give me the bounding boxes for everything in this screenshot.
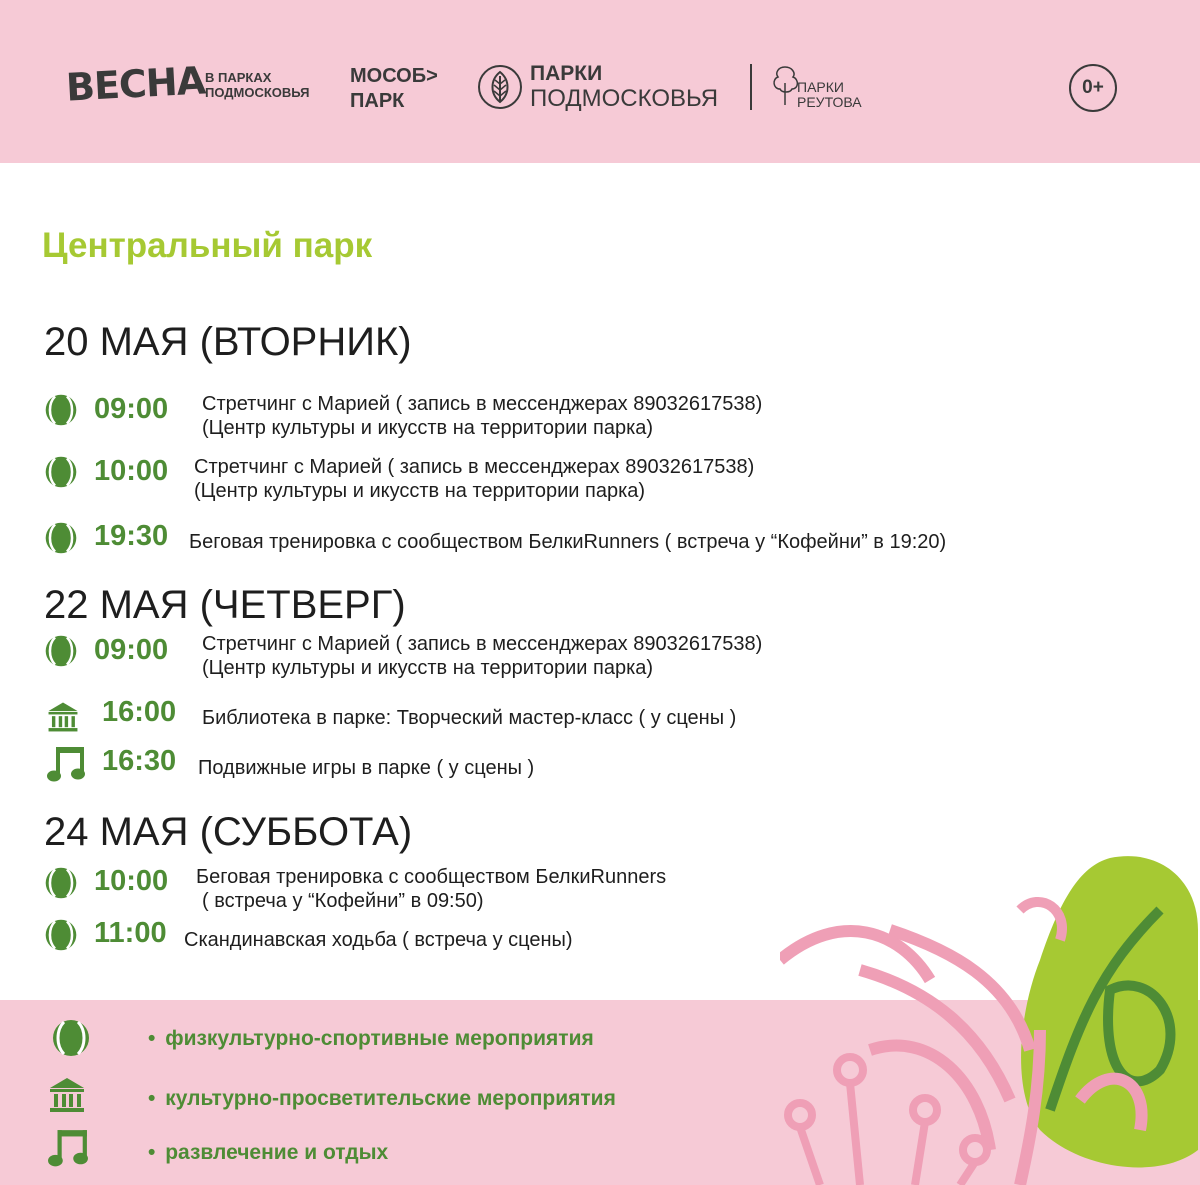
parki-line2: ПОДМОСКОВЬЯ — [530, 85, 719, 112]
parki-reutova-logo — [797, 80, 862, 110]
event-description — [194, 455, 754, 503]
event-desc-line1: Стретчинг с Марией ( запись в мессенджерах 89032617538) — [194, 456, 755, 478]
sport-ball-icon — [44, 918, 78, 952]
sport-ball-icon — [44, 634, 78, 668]
museum-icon — [46, 700, 80, 734]
event-time: 19:30 — [94, 520, 169, 552]
parki-podmoskovya-logo — [530, 62, 718, 112]
event-desc-line1: Беговая тренировка с сообществом БелкиRunners ( встреча у “Кофейни” в 19:20) — [189, 531, 947, 553]
museum-icon — [47, 1075, 87, 1115]
event-time: 10:00 — [94, 455, 169, 487]
music-note-icon — [44, 1127, 92, 1169]
legend-item-label: • физкультурно-спортивные мероприятия — [148, 1027, 594, 1051]
event-desc-line1: Скандинавская ходьба ( встреча у сцены) — [184, 929, 573, 951]
event-desc-line2: (Центр культуры и икусств на территории парка) — [194, 480, 646, 502]
event-description — [202, 392, 762, 440]
event-description — [202, 706, 736, 730]
event-time: 16:30 — [102, 745, 177, 777]
park-title: Центральный парк — [42, 226, 373, 265]
header-banner — [0, 0, 1200, 163]
event-desc-line1: Стретчинг с Марией ( запись в мессенджерах 89032617538) — [202, 633, 763, 655]
event-desc-line1: Стретчинг с Марией ( запись в мессенджерах 89032617538) — [202, 393, 763, 415]
vesna-sub-line1: В ПАРКАХ — [205, 70, 272, 85]
parki-line1: ПАРКИ — [530, 62, 603, 85]
sport-ball-icon — [44, 455, 78, 489]
sport-ball-icon — [44, 393, 78, 427]
age-rating-badge: 0+ — [1069, 64, 1117, 112]
event-time: 10:00 — [94, 865, 169, 897]
sport-ball-icon — [51, 1018, 91, 1058]
event-time: 11:00 — [94, 917, 167, 949]
leaf-circle-icon — [477, 64, 523, 110]
reutov-line2: РЕУТОВА — [797, 94, 862, 110]
event-desc-line1: Подвижные игры в парке ( у сцены ) — [198, 757, 535, 779]
event-description — [202, 632, 762, 680]
logo-divider — [750, 64, 752, 110]
legend-item-label: • развлечение и отдых — [148, 1141, 388, 1165]
music-note-icon — [44, 744, 88, 784]
flower-decoration — [780, 850, 1200, 1185]
sport-ball-icon — [44, 521, 78, 555]
event-description — [189, 530, 946, 554]
vesna-logo-subtitle — [205, 70, 310, 100]
event-desc-line1: Библиотека в парке: Творческий мастер-класс ( у сцены ) — [202, 707, 737, 729]
reutov-line1: ПАРКИ — [797, 79, 844, 95]
day-heading: 24 МАЯ (СУББОТА) — [44, 810, 413, 854]
event-desc-line1: Беговая тренировка с сообществом БелкиRunners — [196, 866, 667, 888]
event-description — [198, 756, 534, 780]
vesna-sub-line2: ПОДМОСКОВЬЯ — [205, 85, 310, 100]
event-time: 16:00 — [102, 696, 177, 728]
event-desc-line2: (Центр культуры и икусств на территории парка) — [202, 417, 654, 439]
sport-ball-icon — [44, 866, 78, 900]
event-desc-line2: (Центр культуры и икусств на территории парка) — [202, 657, 654, 679]
mosob-line2: ПАРК — [350, 90, 405, 112]
vesna-logo: ВЕСНА — [64, 58, 207, 110]
event-time: 09:00 — [94, 634, 169, 666]
event-description — [184, 928, 573, 952]
day-heading: 22 МАЯ (ЧЕТВЕРГ) — [44, 583, 406, 627]
legend-item-label: • культурно-просветительские мероприятия — [148, 1087, 616, 1111]
mosob-line1: МОСОБ> — [350, 65, 438, 87]
event-time: 09:00 — [94, 393, 169, 425]
event-desc-line2: ( встреча у “Кофейни” в 09:50) — [202, 890, 484, 912]
event-description — [196, 865, 666, 913]
day-heading: 20 МАЯ (ВТОРНИК) — [44, 320, 412, 364]
mosobpark-logo — [350, 64, 438, 114]
tree-icon — [770, 63, 800, 107]
